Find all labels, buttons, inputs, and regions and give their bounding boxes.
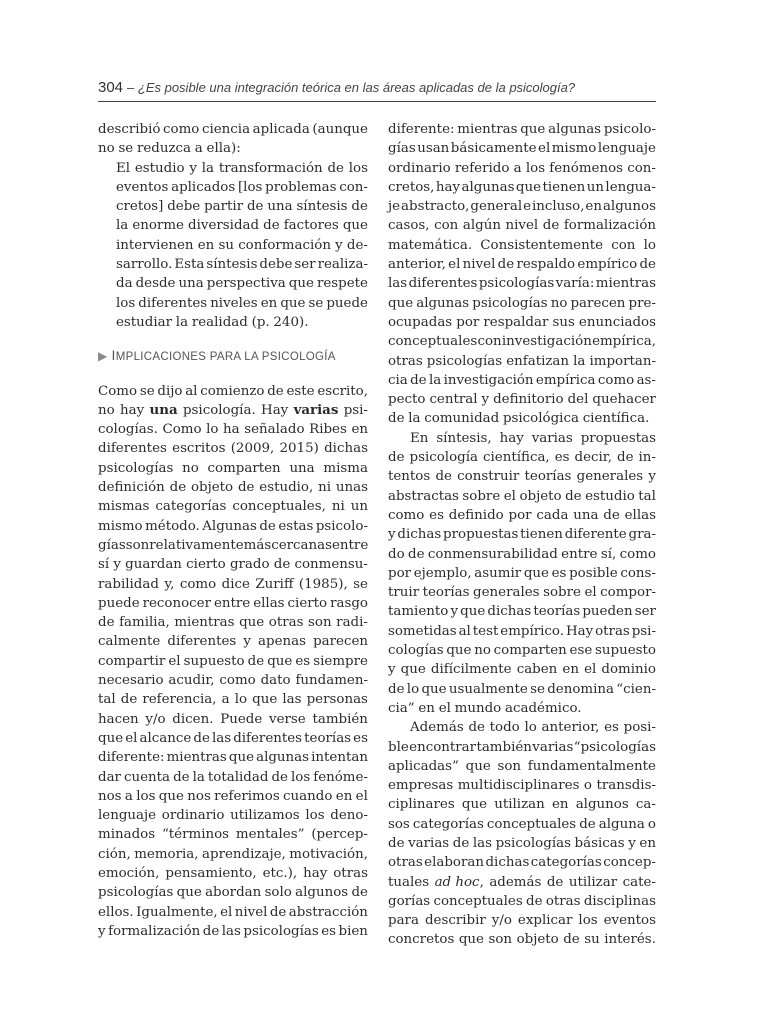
text-line: tentos de construir teorías generales y (388, 469, 656, 485)
text-line: gías usan básicamente el mismo lenguaje (388, 141, 656, 157)
text-line: las diferentes psicologías varía: mientras (388, 276, 656, 292)
text-line: gías son relativamente más cercanas entre (98, 537, 369, 553)
text-line: puede reconocer entre ellas cierto rasgo (98, 595, 368, 611)
text-line: no se reduzca a ella): (98, 141, 241, 157)
text-line: da desde una perspectiva que respete (116, 276, 368, 292)
text-line: la enorme diversidad de factores que (116, 218, 368, 234)
text-line: compartir el supuesto de que es siempre (98, 653, 368, 669)
text-line: de familia, mientras que otras son radi- (98, 615, 368, 631)
text-line: pecto central y definitorio del quehacer (388, 392, 656, 408)
text-line: que el alcance de las diferentes teorías es (98, 730, 368, 746)
text-line: y formalización de las psicologías es bien (98, 923, 368, 939)
text-line: cologías. Como lo ha señalado Ribes en (98, 422, 368, 438)
text-line: ellos. Igualmente, el nivel de abstracción (98, 904, 368, 920)
text-line: ciplinares que utilizan en algunos ca- (388, 797, 656, 813)
body-paragraph (98, 382, 368, 942)
text-line: diferentes escritos (2009, 2015) dichas (98, 441, 368, 457)
text-line: no hay una psicología. Hay varias psi- (98, 401, 368, 418)
text-line: tamiento y que dichas teorías pueden ser (388, 604, 656, 620)
text-line: Además de todo lo anterior, es posi- (410, 720, 656, 736)
text-line: cologías que no comparten ese supuesto (388, 643, 656, 659)
text-line: de la comunidad psicológica científica. (388, 411, 650, 427)
text-line: El estudio y la transformación de los (116, 160, 368, 176)
paragraph-3 (388, 718, 656, 950)
text-line: je abstracto, general e incluso, en algunos (388, 199, 656, 215)
left-column (98, 120, 368, 941)
text-line: do de conmensurabilidad entre sí, como (388, 546, 656, 562)
text-line: cretos] debe partir de una síntesis de (116, 199, 368, 215)
text-line: describió como ciencia aplicada (aunque (98, 122, 368, 137)
text-line: minados “términos mentales” (percep- (98, 827, 368, 843)
text-line: cia de la investigación empírica como as- (388, 372, 656, 388)
text-line: ordinario referido a los fenómenos con- (388, 160, 656, 176)
text-line: rabilidad y, como dice Zuriff (1985), se (98, 576, 368, 592)
text-line: concretos que son objeto de su interés. (388, 932, 656, 948)
text-line: de lo que usualmente se denomina “cien- (388, 681, 656, 697)
text-line: sometidas al test empírico. Hay otras psi- (388, 623, 656, 639)
block-quote (98, 159, 368, 333)
text-line: diferente: mientras que algunas intentan (98, 750, 368, 766)
text-line: necesario acudir, como dato fundamen- (98, 673, 368, 689)
text-line: casos, con algún nivel de formalización (388, 218, 656, 234)
text-line: calmente diferentes y apenas parecen (98, 634, 368, 650)
header-rule (98, 101, 656, 102)
text-line: de varias de las psicologías básicas y en (388, 835, 656, 851)
intro-text (98, 120, 368, 159)
text-line: gorías conceptuales de otras disciplinas (388, 893, 656, 909)
text-line: En síntesis, hay varias propuestas (410, 430, 656, 446)
text-line: y que difícilmente caben en el dominio (388, 662, 656, 678)
text-line: tuales ad hoc, además de utilizar cate- (388, 874, 656, 890)
text-line: conceptuales con investigación empírica, (388, 334, 656, 350)
running-header (98, 79, 656, 96)
text-line: que algunas psicologías no parecen pre- (388, 295, 656, 311)
text-line: definición de objeto de estudio, ni unas (98, 480, 368, 496)
text-line: como es definido por cada una de ellas (388, 507, 656, 523)
text-line: ción, memoria, aprendizaje, motivación, (98, 846, 368, 862)
text-line: nos a los que nos referimos cuando en el (98, 788, 368, 804)
text-line: los diferentes niveles en que se puede (116, 295, 368, 311)
text-line: de psicología científica, es decir, de in- (388, 450, 656, 466)
triangle-bullet-icon: ▶ (98, 349, 108, 364)
text-line: hacen y/o dicen. Puede verse también (98, 711, 368, 727)
text-line: sos categorías conceptuales de alguna o (388, 816, 656, 832)
text-line: estudiar la realidad (p. 240). (116, 314, 309, 330)
text-line: anterior, el nivel de respaldo empírico de (388, 257, 656, 273)
text-line: y dichas propuestas tienen diferente gra- (388, 527, 656, 543)
paragraph-1 (388, 120, 656, 429)
text-line: aplicadas” que son fundamentalmente (388, 758, 656, 774)
text-line: abstractas sobre el objeto de estudio tal (388, 488, 656, 504)
section-heading (98, 346, 368, 367)
text-line: tal de referencia, a lo que las personas (98, 692, 368, 708)
text-line: intervienen en su conformación y de- (116, 237, 368, 253)
text-line: psicologías no comparten una misma (98, 460, 368, 476)
running-title: – ¿Es posible una integración teórica en las áreas aplicadas de la psicología? (127, 80, 576, 95)
text-line: ble encontrar también varias “psicologías (388, 739, 656, 755)
text-line: por ejemplo, asumir que es posible cons- (388, 565, 656, 581)
text-line: truir teorías generales sobre el compor- (388, 585, 656, 601)
text-line: lenguaje ordinario utilizamos los deno- (98, 808, 368, 824)
paragraph-2 (388, 429, 656, 718)
text-line: Como se dijo al comienzo de este escrito, (98, 383, 368, 399)
text-line: empresas multidisciplinares o transdis- (388, 778, 656, 794)
text-line: emoción, pensamiento, etc.), hay otras (98, 865, 368, 881)
text-line: mismas categorías conceptuales, ni un (98, 499, 368, 515)
text-line: otras elaboran dichas categorías concep- (388, 855, 656, 871)
text-line: cia” en el mundo académico. (388, 700, 582, 716)
text-line: cretos, hay algunas que tienen un lengua- (388, 179, 656, 195)
page-number: 304 (98, 79, 124, 96)
text-line: eventos aplicados [los problemas con- (116, 179, 368, 195)
text-line: matemática. Consistentemente con lo (388, 237, 656, 253)
text-line: diferente: mientras que algunas psicolo- (388, 122, 656, 137)
text-line: psicologías que abordan solo algunos de (98, 885, 368, 901)
text-line: ocupadas por respaldar sus enunciados (388, 314, 656, 330)
text-line: sí y guardan cierto grado de conmensu- (98, 557, 368, 573)
right-column (388, 120, 656, 950)
section-heading-text: IMPLICACIONES PARA LA PSICOLOGÍA (111, 347, 336, 364)
text-line: dar cuenta de la totalidad de los fenóme- (98, 769, 368, 785)
text-line: sarrollo. Esta síntesis debe ser realiza- (116, 257, 368, 273)
text-line: para describir y/o explicar los eventos (388, 913, 656, 929)
text-line: mismo método. Algunas de estas psicolo- (98, 518, 368, 534)
text-line: otras psicologías enfatizan la importan- (388, 353, 656, 369)
